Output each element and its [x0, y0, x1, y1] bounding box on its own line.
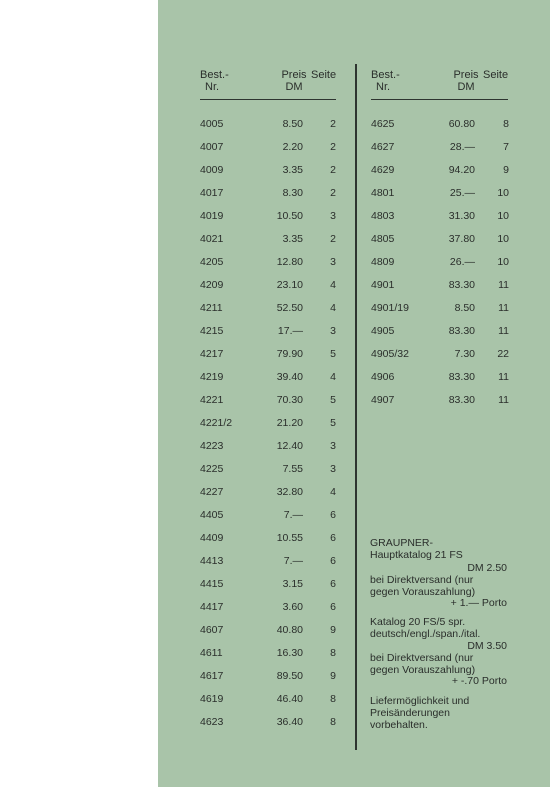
price-cell: 83.30	[448, 371, 475, 383]
page-cell: 22	[497, 348, 509, 360]
page-cell: 4	[330, 302, 336, 314]
page-cell: 2	[330, 118, 336, 130]
right-header-order-number	[371, 69, 400, 93]
left-header-page: Seite	[311, 69, 337, 81]
order-number-cell: 4021	[200, 233, 224, 245]
page-cell: 5	[330, 394, 336, 406]
order-number-cell: 4803	[371, 210, 395, 222]
right-header-page: Seite	[483, 69, 509, 81]
page-cell: 3	[330, 463, 336, 475]
order-number-cell: 4805	[371, 233, 395, 245]
catalog2-line2: deutsch/engl./span./ital.	[370, 628, 481, 640]
order-number-cell: 4225	[200, 463, 224, 475]
page-cell: 8	[330, 647, 336, 659]
page-cell: 11	[498, 394, 509, 406]
page-cell: 11	[498, 371, 509, 383]
right-header-nr-line2: Nr.	[376, 81, 391, 93]
price-cell: 12.80	[276, 256, 303, 268]
price-cell: 3.35	[282, 164, 303, 176]
page-cell: 6	[330, 601, 336, 613]
order-number-cell: 4019	[200, 210, 224, 222]
price-cell: 89.50	[276, 670, 303, 682]
price-cell: 79.90	[276, 348, 303, 360]
price-cell: 17.—	[277, 325, 303, 337]
price-cell: 26.—	[449, 256, 475, 268]
page-cell: 7	[503, 141, 509, 153]
order-number-cell: 4211	[200, 302, 223, 314]
page-cell: 8	[330, 716, 336, 728]
price-cell: 28.—	[449, 141, 475, 153]
order-number-cell: 4007	[200, 141, 224, 153]
page-cell: 10	[497, 210, 509, 222]
order-number-cell: 4629	[371, 164, 395, 176]
price-cell: 10.55	[276, 532, 303, 544]
order-number-cell: 4209	[200, 279, 224, 291]
order-number-cell: 4901/19	[371, 302, 409, 314]
left-header-rule	[200, 99, 336, 100]
order-number-cell: 4205	[200, 256, 224, 268]
catalog2-line4: gegen Vorauszahlung)	[370, 664, 476, 676]
order-number-cell: 4417	[200, 601, 224, 613]
catalog2-price: DM 3.50	[467, 640, 507, 652]
page-cell: 10	[497, 233, 509, 245]
catalog2-line1: Katalog 20 FS/5 spr.	[370, 616, 466, 628]
price-cell: 83.30	[448, 279, 475, 291]
page-cell: 6	[330, 532, 336, 544]
page-cell: 3	[330, 210, 336, 222]
page-cell: 5	[330, 417, 336, 429]
price-cell: 2.20	[282, 141, 303, 153]
catalog1-price: DM 2.50	[467, 562, 507, 574]
catalog1-line4: gegen Vorauszahlung)	[370, 586, 476, 598]
price-cell: 60.80	[448, 118, 475, 130]
page-cell: 2	[330, 187, 336, 199]
order-number-cell: 4215	[200, 325, 224, 337]
price-cell: 7.—	[283, 555, 303, 567]
order-number-cell: 4017	[200, 187, 224, 199]
price-cell: 70.30	[276, 394, 303, 406]
price-cell: 52.50	[276, 302, 303, 314]
price-cell: 8.50	[454, 302, 475, 314]
catalog2-porto: + -.70 Porto	[451, 675, 507, 687]
order-number-cell: 4619	[200, 693, 224, 705]
page-cell: 8	[330, 693, 336, 705]
catalog2-line3: bei Direktversand (nur	[370, 652, 474, 664]
page-cell: 11	[498, 325, 509, 337]
order-number-cell: 4617	[200, 670, 224, 682]
page-cell: 2	[330, 164, 336, 176]
price-cell: 16.30	[276, 647, 303, 659]
page-cell: 4	[330, 279, 336, 291]
order-number-cell: 4223	[200, 440, 224, 452]
price-cell: 23.10	[276, 279, 303, 291]
page-cell: 6	[330, 509, 336, 521]
price-cell: 46.40	[276, 693, 303, 705]
order-number-cell: 4801	[371, 187, 395, 199]
price-cell: 25.—	[449, 187, 475, 199]
order-number-cell: 4906	[371, 371, 395, 383]
order-number-cell: 4221/2	[200, 417, 233, 429]
page-cell: 3	[330, 256, 336, 268]
page-cell: 4	[330, 486, 336, 498]
page-cell: 9	[330, 670, 336, 682]
order-number-cell: 4405	[200, 509, 224, 521]
order-number-cell: 4623	[200, 716, 224, 728]
column-divider	[355, 64, 357, 750]
order-number-cell: 4217	[200, 348, 224, 360]
page-cell: 3	[330, 440, 336, 452]
catalog1-line2: Hauptkatalog 21 FS	[370, 549, 463, 561]
order-number-cell: 4901	[371, 279, 395, 291]
right-header-price-line2: DM	[457, 81, 475, 93]
page-cell: 6	[330, 555, 336, 567]
left-header-order-number	[200, 69, 229, 93]
order-number-cell: 4627	[371, 141, 395, 153]
page-cell: 3	[330, 325, 336, 337]
page-cell: 10	[497, 187, 509, 199]
page-cell: 9	[503, 164, 509, 176]
price-cell: 3.60	[282, 601, 303, 613]
price-cell: 39.40	[276, 371, 303, 383]
order-number-cell: 4809	[371, 256, 395, 268]
order-number-cell: 4905/32	[371, 348, 409, 360]
order-number-cell: 4907	[371, 394, 395, 406]
page-cell: 8	[503, 118, 509, 130]
order-number-cell: 4625	[371, 118, 395, 130]
order-number-cell: 4409	[200, 532, 224, 544]
price-cell: 7.55	[282, 463, 303, 475]
page-cell: 4	[330, 371, 336, 383]
catalog1-line1: GRAUPNER-	[370, 537, 434, 549]
price-cell: 37.80	[448, 233, 475, 245]
price-cell: 12.40	[276, 440, 303, 452]
disclaimer-line1: Liefermöglichkeit und	[370, 695, 470, 707]
page-cell: 11	[498, 279, 509, 291]
price-cell: 21.20	[276, 417, 303, 429]
page-cell: 5	[330, 348, 336, 360]
order-number-cell: 4413	[200, 555, 224, 567]
order-number-cell: 4905	[371, 325, 395, 337]
right-header-price-line1: Preis	[453, 69, 479, 81]
left-header-price-line2: DM	[285, 81, 303, 93]
page-cell: 10	[497, 256, 509, 268]
price-cell: 7.—	[283, 509, 303, 521]
page-cell: 9	[330, 624, 336, 636]
page-cell: 6	[330, 578, 336, 590]
left-header-price-line1: Preis	[281, 69, 307, 81]
price-cell: 7.30	[454, 348, 475, 360]
order-number-cell: 4227	[200, 486, 224, 498]
left-header-price	[280, 69, 308, 93]
right-header-price	[452, 69, 480, 93]
order-number-cell: 4005	[200, 118, 224, 130]
order-number-cell: 4611	[200, 647, 223, 659]
left-header-nr-line1: Best.-	[200, 69, 229, 81]
right-header-nr-line1: Best.-	[371, 69, 400, 81]
disclaimer-line2: Preisänderungen	[370, 707, 450, 719]
price-cell: 36.40	[276, 716, 303, 728]
order-number-cell: 4219	[200, 371, 224, 383]
price-cell: 40.80	[276, 624, 303, 636]
order-number-cell: 4607	[200, 624, 224, 636]
price-cell: 83.30	[448, 325, 475, 337]
price-cell: 32.80	[276, 486, 303, 498]
catalog1-porto: + 1.— Porto	[450, 597, 507, 609]
price-cell: 3.35	[282, 233, 303, 245]
order-number-cell: 4009	[200, 164, 224, 176]
left-header-nr-line2: Nr.	[205, 81, 220, 93]
price-cell: 8.30	[282, 187, 303, 199]
price-cell: 31.30	[448, 210, 475, 222]
price-cell: 3.15	[282, 578, 303, 590]
disclaimer-line3: vorbehalten.	[370, 719, 428, 731]
price-cell: 94.20	[448, 164, 475, 176]
page-cell: 2	[330, 141, 336, 153]
order-number-cell: 4221	[200, 394, 224, 406]
price-cell: 83.30	[448, 394, 475, 406]
catalog1-line3: bei Direktversand (nur	[370, 574, 474, 586]
page-cell: 2	[330, 233, 336, 245]
right-header-rule	[371, 99, 508, 100]
price-cell: 10.50	[276, 210, 303, 222]
price-cell: 8.50	[282, 118, 303, 130]
page-cell: 11	[498, 302, 509, 314]
order-number-cell: 4415	[200, 578, 224, 590]
